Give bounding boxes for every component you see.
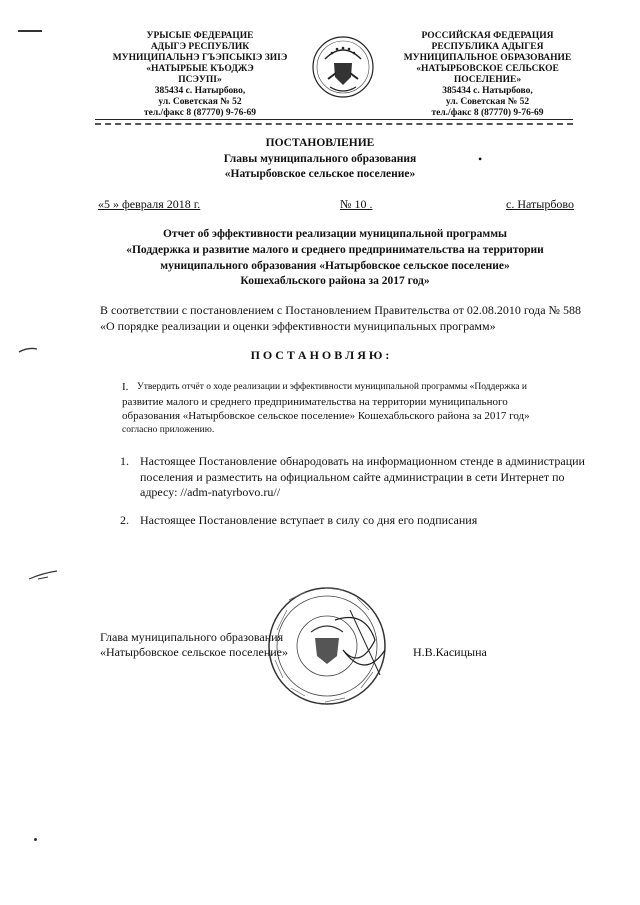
header-right-line: ПОСЕЛЕНИЕ» [453,75,522,85]
margin-mark [18,30,42,32]
doc-heading-line: «Поддержка и развитие малого и среднего предпринимательства на территории [126,244,544,256]
doc-heading-line: Кошехабльского района за 2017 год» [240,275,430,287]
item-2-line: поселения и разместить на официальном сайте администрации в сети Интернет по [140,470,565,484]
header-rule-top [95,119,573,120]
header-left-line: тел./факс 8 (87770) 9-76-69 [143,108,257,118]
preamble-line: В соответствии с постановлением с Постановлением Правительства от 02.08.2010 года № 588 [100,303,582,317]
header-left-line: 385434 с. Натырбово, [154,86,246,96]
item-2-line: Настоящее Постановление обнародовать на информационном стенде в администрации [140,454,585,468]
item-1-line: образования «Натырбовское сельское поселение» Кошехабльского района за 2017 год» [122,410,530,422]
doc-place-text: с. Натырбово [506,197,575,211]
margin-dot [34,838,37,841]
stray-mark: • [478,152,483,166]
header-left-line: «НАТЫРБЫЕ КЪОДЖЭ [146,64,254,74]
header-right-line: тел./факс 8 (87770) 9-76-69 [431,108,544,118]
header-right-line: «НАТЫРБОВСКОЕ СЕЛЬСКОЕ [416,64,559,74]
doc-number-text: № 10 . [340,197,373,211]
signature-position-1: Глава муниципального образования [100,630,284,644]
doc-date-text: «5 » февраля 2018 г. [98,197,201,211]
preamble-line: «О порядке реализации и оценки эффективности муниципальных программ» [100,319,496,333]
header-right-line: ул. Советская № 52 [445,97,530,107]
doc-number [340,197,372,212]
coat-of-arms-emblem [308,33,378,105]
signer-name: Н.В.Касицына [413,645,487,659]
header-right-line: МУНИЦИПАЛЬНОЕ ОБРАЗОВАНИЕ [403,53,572,63]
header-left-line: МУНИЦИПАЛЬНЭ ГЪЭПСЫКIЭ ЗИIЭ [112,53,288,63]
margin-mark [18,340,38,346]
doc-subtitle-2: «Натырбовское сельское поселение» [224,168,416,180]
item-1-line: Утвердить отчёт о ходе реализации и эффективности муниципальной программы «Поддержка и [137,382,528,392]
item-1-line: развитие малого и среднего предпринимательства на территории муниципального [122,396,508,408]
doc-subtitle-1: Главы муниципального образования [223,153,417,165]
item-1-number: I. [122,381,129,393]
doc-date [98,197,200,212]
header-right-line: 385434 с. Натырбово, [442,86,533,96]
item-1-line: согласно приложению. [122,425,215,435]
header-right-line: РОССИЙСКАЯ ФЕДЕРАЦИЯ [421,31,554,41]
signature-position-2: «Натырбовское сельское поселение» [100,645,288,659]
header-left-line: ПСЭУПI» [178,75,222,85]
header-left-line: УРЫСЫЕ ФЕДЕРАЦИЕ [146,31,254,41]
doc-title: ПОСТАНОВЛЕНИЕ [265,137,375,149]
decree-heading: П О С Т А Н О В Л Я Ю : [250,348,390,362]
margin-mark [28,568,58,580]
item-2-number: 1. [120,454,129,468]
header-right-line: РЕСПУБЛИКА АДЫГЕЯ [431,42,544,52]
header-left-line: АДЫГЭ РЕСПУБЛИК [150,42,250,52]
item-3-text: Настоящее Постановление вступает в силу со дня его подписания [140,513,478,527]
header-rule-bottom [95,123,573,125]
header-left-line: ул. Советская № 52 [158,97,242,107]
doc-heading-line: муниципального образования «Натырбовское сельское поселение» [160,260,510,272]
item-2-line: адресу: //adm-natyrbovo.ru// [140,485,281,499]
item-3-number: 2. [120,513,129,527]
doc-heading-line: Отчет об эффективности реализации муниципальной программы [162,228,508,240]
header-left [100,31,300,119]
doc-place [506,197,574,212]
header-right [380,31,595,119]
